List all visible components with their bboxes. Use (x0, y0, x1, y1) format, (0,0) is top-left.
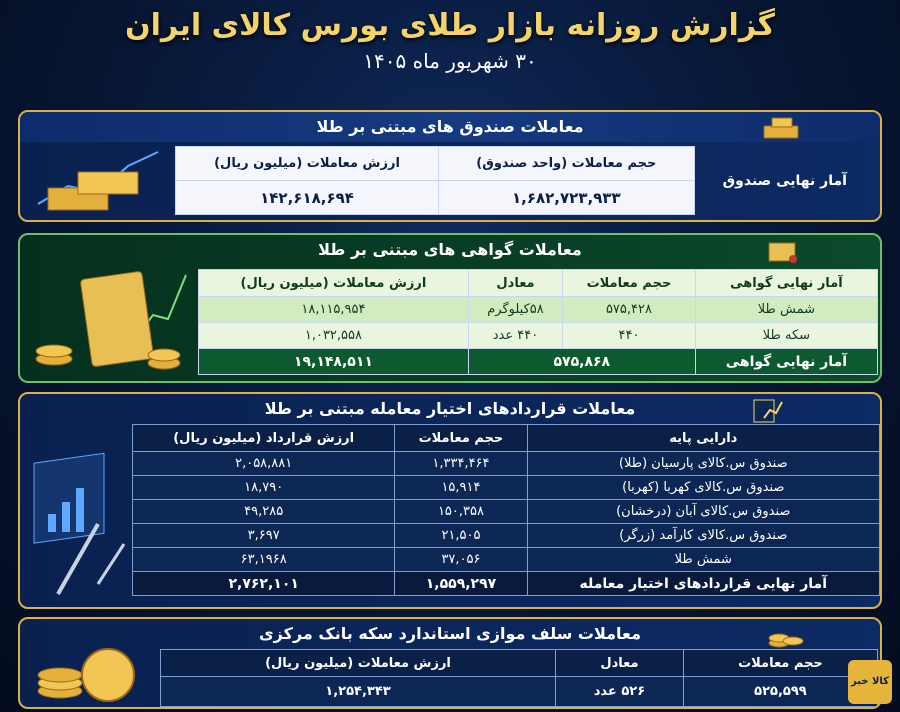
table-row (133, 452, 880, 476)
options-row-volume: ۱۵,۹۱۴ (395, 476, 527, 500)
table-row (199, 323, 878, 349)
cert-total-label: آمار نهایی گواهی (695, 349, 877, 375)
options-header-volume: حجم معاملات (395, 425, 527, 452)
salaf-panel (18, 617, 882, 709)
fund-table (175, 146, 875, 215)
gold-coins-illustration (30, 637, 150, 707)
options-total-value: ۲,۷۶۲,۱۰۱ (133, 572, 395, 596)
brand-logo (848, 660, 892, 704)
cert-header-volume: حجم معاملات (563, 270, 696, 297)
options-row-volume: ۲۱,۵۰۵ (395, 524, 527, 548)
certificates-panel-title: معاملات گواهی های مبتنی بر طلا (318, 240, 582, 259)
gold-bars-illustration (28, 144, 168, 220)
cert-row-volume: ۵۷۵,۴۲۸ (563, 297, 696, 323)
cert-row-equivalent: ۵۸کیلوگرم (468, 297, 562, 323)
options-row-value: ۲,۰۵۸,۸۸۱ (133, 452, 395, 476)
coins-icon (765, 623, 805, 649)
options-row-value: ۳,۶۹۷ (133, 524, 395, 548)
salaf-volume: ۵۲۵,۵۹۹ (683, 677, 877, 707)
options-header-value: ارزش قرارداد (میلیون ریال) (133, 425, 395, 452)
salaf-panel-title: معاملات سلف موازی استاندارد سکه بانک مرکزی (259, 624, 641, 643)
table-row (199, 297, 878, 323)
fund-panel (18, 110, 882, 222)
fund-volume: ۱,۶۸۲,۷۲۳,۹۳۳ (439, 181, 695, 215)
header (0, 8, 900, 73)
cert-row-value: ۱۸,۱۱۵,۹۵۴ (199, 297, 469, 323)
table-row (133, 524, 880, 548)
cert-header-label: آمار نهایی گواهی (695, 270, 877, 297)
gold-bar-icon (760, 116, 802, 140)
options-row-value: ۴۹,۲۸۵ (133, 500, 395, 524)
options-total-row (133, 572, 880, 596)
cert-row-volume: ۴۴۰ (563, 323, 696, 349)
gold-plate-coins-illustration (28, 255, 193, 383)
salaf-table (160, 649, 878, 707)
report-date: ۳۰ شهریور ماه ۱۴۰۵ (363, 49, 537, 73)
fund-col-value: ارزش معاملات (میلیون ریال) (176, 147, 439, 181)
cert-header-equivalent: معادل (468, 270, 562, 297)
brand-logo-text: کالا خبر (850, 676, 889, 687)
options-row-asset: صندوق س.کالای کارآمد (زرگر) (527, 524, 879, 548)
options-row-asset: صندوق س.کالای آبان (درخشان) (527, 500, 879, 524)
salaf-header-equivalent: معادل (555, 650, 683, 677)
cert-total-row (199, 349, 878, 375)
fund-value: ۱۴۲,۶۱۸,۶۹۴ (176, 181, 439, 215)
options-row-asset: صندوق س.کالای پارسیان (طلا) (527, 452, 879, 476)
salaf-header-volume: حجم معاملات (683, 650, 877, 677)
cert-total-value: ۱۹,۱۴۸,۵۱۱ (199, 349, 469, 375)
fund-row-label: آمار نهایی صندوق (722, 172, 847, 189)
options-row-volume: ۱۵۰,۳۵۸ (395, 500, 527, 524)
table-row (161, 677, 878, 707)
cert-header-value: ارزش معاملات (میلیون ریال) (199, 270, 469, 297)
table-row (133, 548, 880, 572)
chart-pen-illustration (28, 444, 128, 604)
cert-row-equivalent: ۴۴۰ عدد (468, 323, 562, 349)
salaf-equivalent: ۵۲۶ عدد (555, 677, 683, 707)
options-total-label: آمار نهایی قراردادهای اختیار معامله (527, 572, 879, 596)
cert-total-volume: ۵۷۵,۸۶۸ (468, 349, 695, 375)
cert-row-name: سکه طلا (695, 323, 877, 349)
salaf-header-value: ارزش معاملات (میلیون ریال) (161, 650, 556, 677)
options-row-value: ۱۸,۷۹۰ (133, 476, 395, 500)
certificates-table (198, 269, 878, 375)
options-row-volume: ۱,۳۳۴,۴۶۴ (395, 452, 527, 476)
document-chart-icon (750, 398, 784, 424)
options-panel-title: معاملات قراردادهای اختیار معامله مبتنی بر طلا (264, 399, 636, 418)
salaf-value: ۱,۲۵۴,۳۴۳ (161, 677, 556, 707)
table-row (133, 500, 880, 524)
fund-col-volume: حجم معاملات (واحد صندوق) (439, 147, 695, 181)
page-title: گزارش روزانه بازار طلای بورس کالای ایران (125, 8, 775, 43)
cert-row-name: شمش طلا (695, 297, 877, 323)
cert-row-value: ۱,۰۳۲,۵۵۸ (199, 323, 469, 349)
certificates-panel (18, 233, 882, 383)
options-row-asset: صندوق س.کالای کهربا (کهربا) (527, 476, 879, 500)
options-table (132, 424, 880, 596)
options-row-asset: شمش طلا (527, 548, 879, 572)
options-total-volume: ۱,۵۵۹,۲۹۷ (395, 572, 527, 596)
table-row (133, 476, 880, 500)
options-row-volume: ۳۷,۰۵۶ (395, 548, 527, 572)
options-header-asset: دارایی پایه (527, 425, 879, 452)
fund-panel-title: معاملات صندوق های مبتنی بر طلا (20, 112, 880, 142)
options-row-value: ۶۳,۱۹۶۸ (133, 548, 395, 572)
options-panel (18, 392, 882, 609)
certificate-scroll-icon (765, 239, 801, 265)
